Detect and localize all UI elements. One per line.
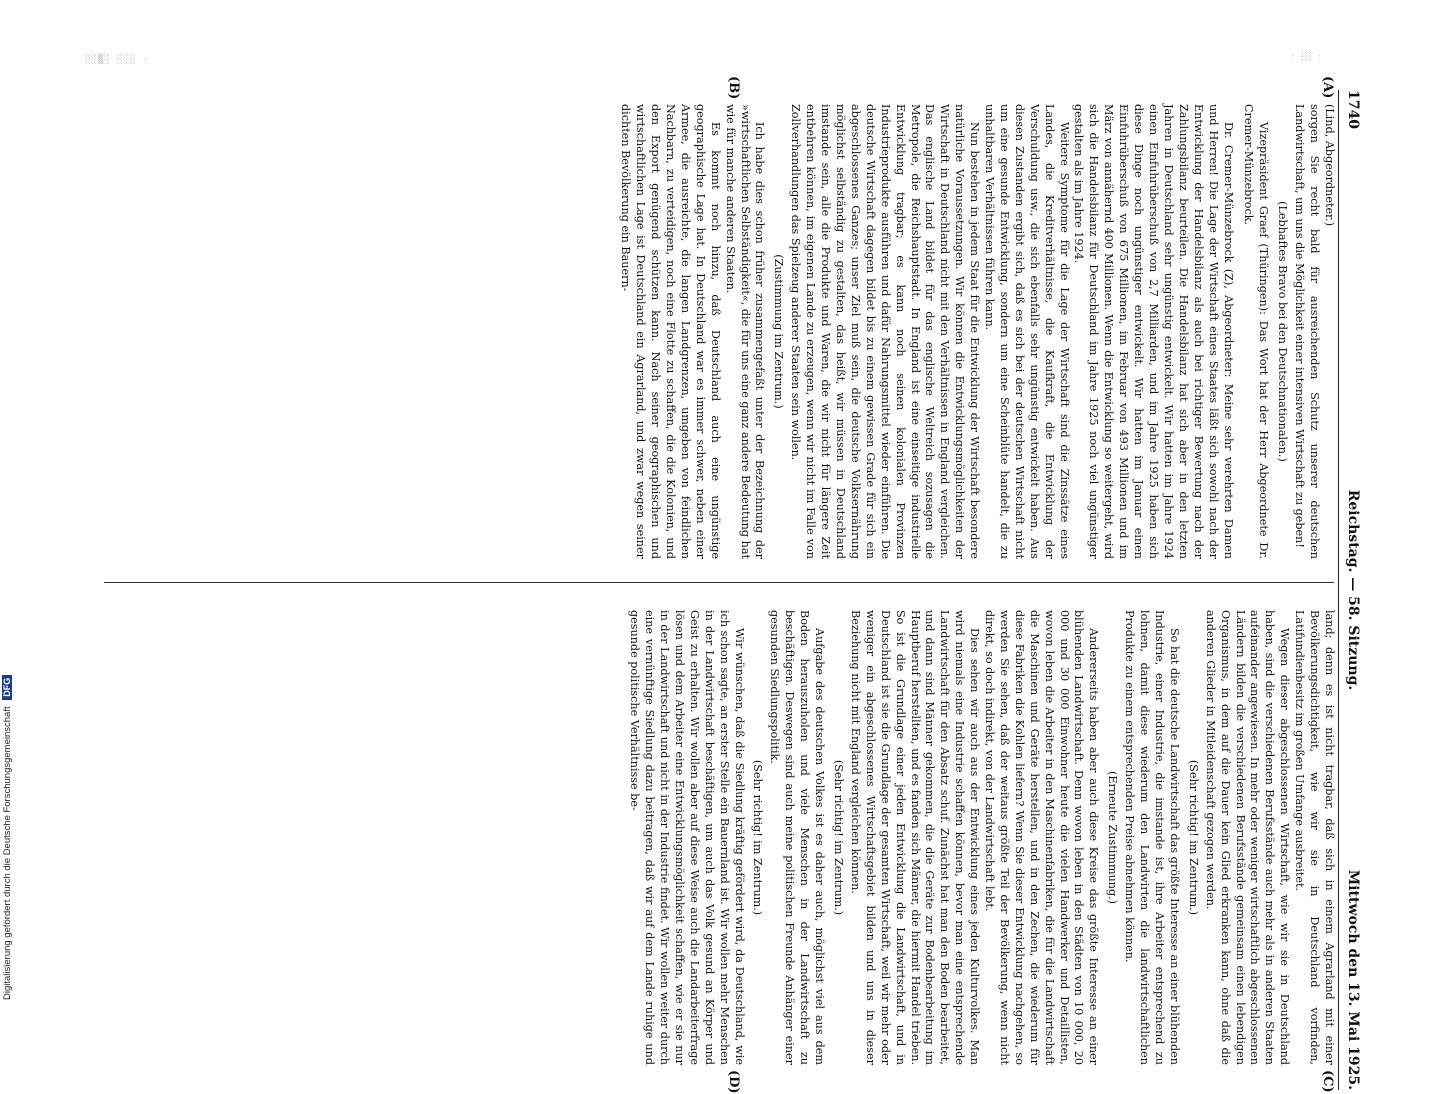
paragraph: sorgen Sie recht bald für ausreichenden Schutz unserer deutschen Landwirtschaft, um uns die Möglichkeit einer intensiven Wirtschaft zu geben!	[1293, 104, 1322, 559]
page-header	[1340, 90, 1360, 1090]
paragraph: Andererseits haben aber auch diese Kreise das größte Interesse an einer blühenden Landwirtschaft. Denn wovon leben in den Städten von 10 000, 20 000 und 30 000 Einwohner heute die vielen Handwerker und Detaillisten, wovon leben die Arbeiter in den Maschinenfabriken, die für die Landwirtschaft die Maschinen und Geräte herstellen, und in den Zechen, die wiederum für diese Fabriken die Kohlen liefern? Wenn Sie dieser Entwicklung nachgehen, so werden Sie sehen, daß der weitaus größte Teil der Bevölkerung, wenn nicht direkt, so doch indirekt, von der Landwirtschaft lebt.	[983, 610, 1101, 1065]
interjection: (Lebhaftes Bravo bei den Deutschnationalen.)	[1276, 201, 1290, 462]
paragraph: Vizepräsident Graef (Thüringen): Das Wort hat der Herr Abgeordnete Dr. Cremer-Münzebrock.	[1242, 104, 1271, 559]
scan-artifact: ░░▒░ ░░░ ·	[85, 55, 150, 65]
interjection: (Sehr richtig! im Zentrum.)	[751, 759, 765, 916]
interjection: (Sehr richtig! im Zentrum.)	[832, 759, 845, 916]
paragraph: Dr. Cremer-Münzebrock (Z), Abgeordneter: Meine sehr verehrten Damen und Herren! Die Lage der Wirtschaft eines Staates läßt sich sowohl nach der Entwicklung der Handelsbilanz als auch bei richtiger Bewertung nach der Zahlungsbilanz beurteilen. Die Handelsbilanz hat sich aber in den letzten Jahren in Deutschland sehr ungünstig entwickelt. Wir hatten im Jahre 1924 einen Einfuhrüberschuß von 2,7 Milliarden, und im Jahre 1925 haben sich diese Dinge noch ungünstiger entwickelt. Wir hatten im Januar einen Einfuhrüberschuß von 675 Millionen, im Februar von 493 Millionen und im März von annähernd 400 Millionen. Wenn die Entwicklung so weitergeht, wird sich die Handelsbilanz für Deutschland im Jahre 1925 noch viel ungünstiger gestalten als im Jahre 1924.	[1072, 104, 1235, 559]
page-number: 1740	[1345, 90, 1361, 129]
document-page	[110, 76, 1361, 1094]
paragraph: Wir wünschen, daß die Siedlung kräftig gefördert wird, da Deutschland, wie ich schon sagte, an erster Stelle ein Bauernland ist. Wir wollen mehr Menschen in der Landwirtschaft beschäftigen, um auch das Volk gesund an Körper und Geist zu erhalten. Wir wollen aber auf diese Weise auch die Landarbeiterfrage lösen und dem Arbeiter eine Entwicklungsmöglichkeit schaffen, wie er sie nur in der Landwirtschaft und nicht in der Industrie findet. Wir wollen weiter durch eine vernünftige Siedlung dazu beitragen, daß wir auf dem Lande ruhige und gesunde politische Verhältnisse be-	[628, 610, 746, 1065]
scan-artifact-right: · ░░ ·	[1290, 52, 1323, 62]
paragraph: So hat die deutsche Landwirtschaft das größte Interesse an einer blühenden Industrie, einer Industrie, die imstande ist, ihre Arbeiter entsprechend zu lohnen, damit diese wiederum den Landwirten die landwirtschaftlichen Produkte zu einem entsprechenden Preise abnehmen können.	[1123, 610, 1181, 1065]
margin-mark-d: (D)	[726, 1070, 741, 1094]
digitization-credit	[2, 600, 13, 1000]
session-date: Mittwoch den 13. Mai 1925.	[1345, 869, 1361, 1090]
margin-mark-c: (C)	[1320, 1070, 1335, 1093]
page-title: Reichstag. — 58. Sitzung.	[1345, 489, 1361, 691]
right-column	[626, 610, 1336, 1065]
paragraph: Wegen dieser abgeschlossenen Wirtschaft, wie wir sie in Deutschland haben, sind die verschiedenen Berufsstände auch mehr als in anderen Staaten aufeinander angewiesen. In mehr oder weniger wirtschaftlich abgeschlossenen Ländern bilden die verschiedenen Berufsstände gemeinsam einen lebendigen Organismus, in dem auf die Dauer kein Glied erkranken kann, ohne daß die anderen Glieder in Mitleidenschaft gezogen werden.	[1203, 610, 1292, 1065]
paragraph: Ich habe dies schon früher zusammengefaßt unter der Bezeichnung der »wirtschaftlichen Selbständigkeit«, die für uns eine ganz andere Bedeutung hat wie für manche anderen Staaten.	[723, 104, 767, 559]
margin-mark-a: (A)	[1320, 76, 1335, 99]
interjection: (Sehr richtig! im Zentrum.)	[1186, 759, 1200, 916]
paragraph: Dies sehen wir auch aus der Entwicklung eines jeden Kulturvolkes. Man wird niemals eine Industrie schaffen können, bevor man eine entsprechende Landwirtschaft für den Absatz schuf. Zunächst hat man den Boden bearbeitet, und dann sind Männer gekommen, die die Geräte zur Bodenbearbeitung im Hauptberuf herstellten, und es fanden sich Männer, die hiermit Handel trieben. So ist die Grundlage einer jeden Entwicklung die Landwirtschaft, und in Deutschland ist sie die Grundlage der gesamten Wirtschaft, weil wir mehr oder weniger ein abgeschlossenes Wirtschaftsgebiet bilden und uns in dieser Beziehung nicht mit England vergleichen können.	[848, 610, 982, 1065]
paragraph: Nun bestehen in jedem Staat für die Entwicklung der Wirtschaft besondere natürliche Voraussetzungen. Wir können die Entwicklungsmöglichkeiten der Wirtschaft in Deutschland nicht mit den Verhältnissen in England vergleichen. Das englische Land bildet für das englische Weltreich sozusagen die Metropole, die Reichshauptstadt. In England ist eine einseitige industrielle Entwicklung tragbar; es kann noch seinen kolonialen Provinzen Industrieprodukte ausführen und dafür Nahrungsmittel wieder einführen. Die deutsche Wirtschaft dagegen bildet bis zu einem gewissen Grade für sich ein abgeschlossenes Ganzes; unser Ziel muß sein, die deutsche Volksernährung möglichst selbständig zu gestalten, das heißt, wir müssen in Deutschland imstande sein, alle die Produkte und Waren, die wir nicht für längere Zeit entbehren können, im eigenen Lande zu erzeugen, wenn wir nicht im Falle von Zollverhandlungen das Spielzeug anderer Staaten sein wollen.	[789, 104, 982, 559]
paragraph: Aufgabe des deutschen Volkes ist es daher auch, möglichst viel aus dem Boden herauszuholen und viele Menschen in der Landwirtschaft zu beschäftigen. Deswegen sind auch meine politischen Freunde Anhänger einer gesunden Siedlungspolitik.	[768, 610, 827, 1065]
paragraph: Weitere Symptome für die Lage der Wirtschaft sind die Zinssätze eines Landes, die Kreditverhältnisse, die Kaufkraft, die Entwicklung der Verschuldung usw., die sich ebenfalls sehr ungünstig entwickelt haben. Aus diesen Zustanden ergibt sich, daß es sich bei der deutschen Wirtschaft nicht um eine gesunde Entwicklung, sondern um eine Scheinblüte handelt, die zu unhaltbaren Verhältnissen führen kann.	[983, 104, 1071, 559]
speaker-tag: (Lind, Abgeordneter.)	[1323, 104, 1336, 227]
paragraph: Es kommt noch hinzu, daß Deutschland auch eine ungünstige geographische Lage hat. In Deutschland war es immer schwer, neben einer Armee, die ausreichte, die langen Landgrenzen, umgeben von feindlichen Nachbarn, zu verteidigen, noch eine Flotte zu schaffen, die die Kolonien, und den Export genügend schützen kann. Nach seiner geographischen und wirtschaftlichen Lage ist Deutschland ein Agrarland, und zwar wegen seiner dichten Bevölkerung ein Bauern-	[619, 104, 722, 559]
column-divider	[104, 582, 1334, 583]
dfg-logo: DFG	[2, 675, 12, 700]
credit-text: Digitalisierung gefördert durch die Deutsche Forschungsgemeinschaft	[2, 706, 13, 1000]
margin-mark-b: (B)	[726, 76, 741, 100]
paragraph: land; denn es ist nicht tragbar, daß sich in einem Agrarland mit einer Bevölkerungsdichtigkeit, wie wir sie in Deutschland vorfinden, Latifundienbesitz im großen Umfange ausbreitet.	[1293, 610, 1336, 1065]
left-column	[617, 104, 1336, 559]
interjection: (Zustimmung im Zentrum.)	[772, 254, 786, 409]
header-rule	[1338, 90, 1339, 1090]
interjection: (Erneute Zustimmung.)	[1106, 770, 1120, 905]
